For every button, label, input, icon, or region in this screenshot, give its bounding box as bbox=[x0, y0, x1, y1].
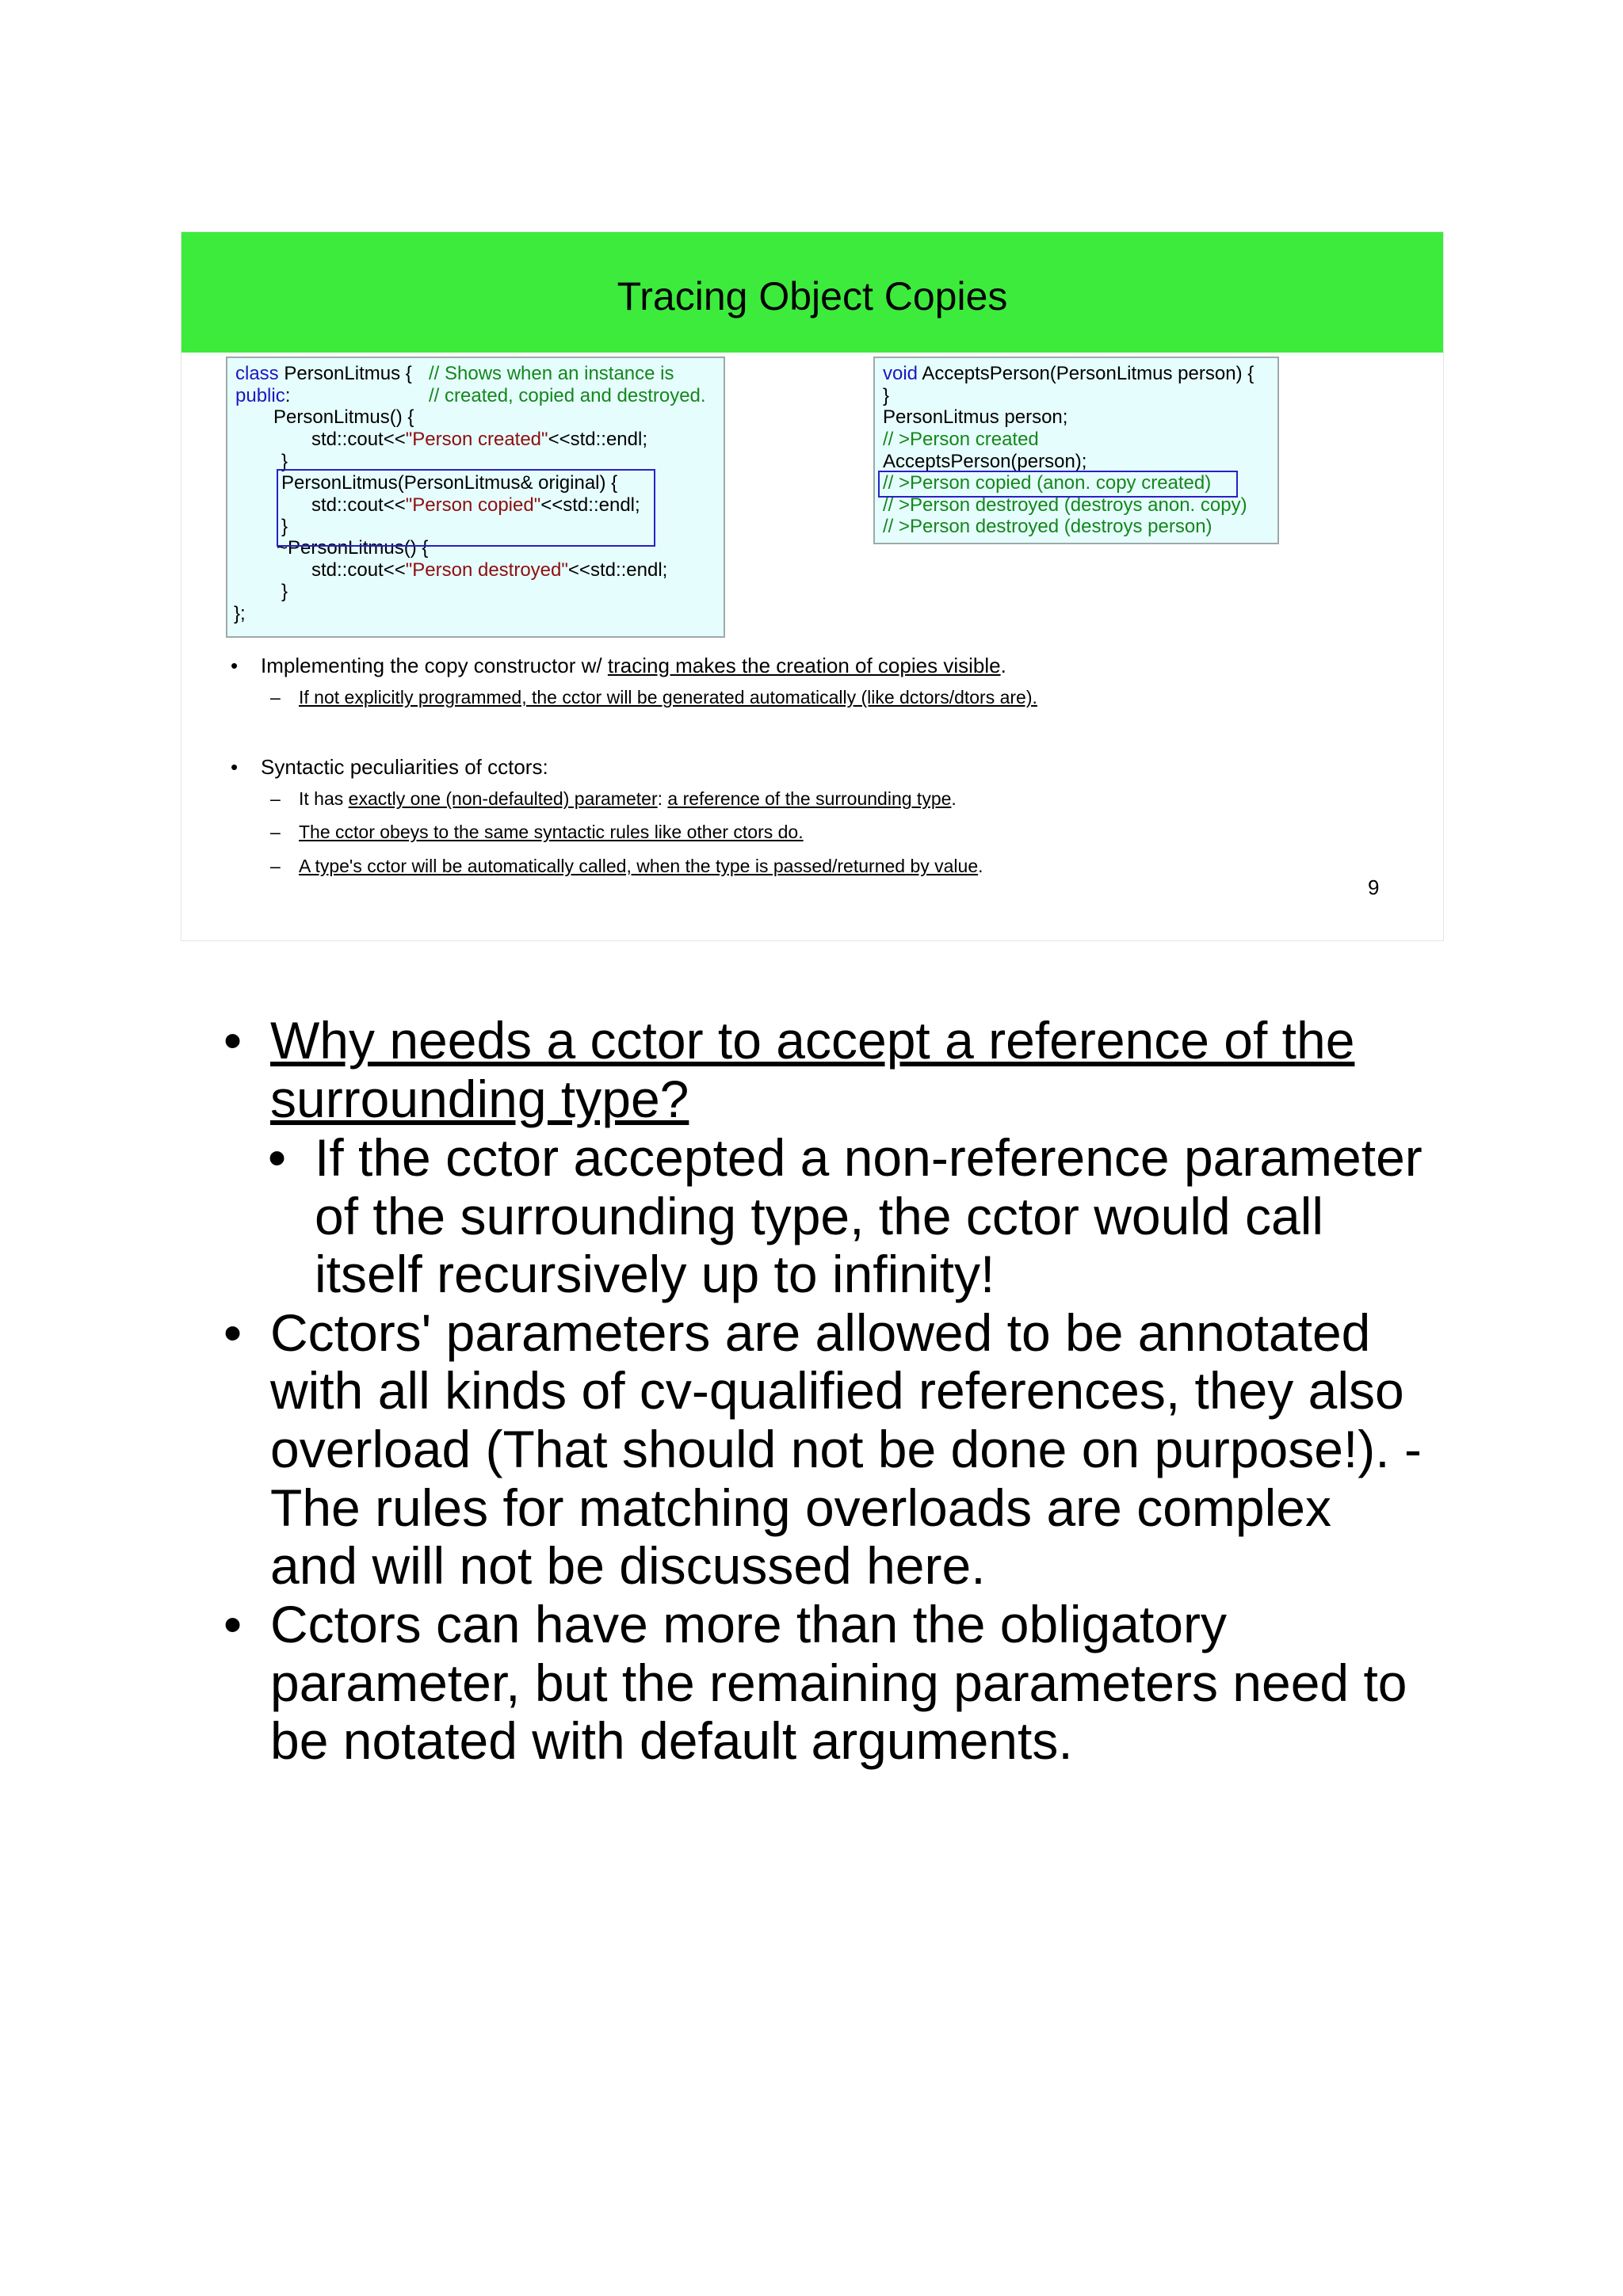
code-line: PersonLitmus person; bbox=[883, 406, 1068, 428]
code-string: "Person copied" bbox=[405, 494, 541, 516]
slide-bullet-marker: • bbox=[231, 755, 239, 779]
slide-title: Tracing Object Copies bbox=[617, 274, 1008, 318]
code-comment: // >Person destroyed (destroys person) bbox=[883, 516, 1212, 537]
notes-answer-line: If the cctor accepted a non-reference parameter bbox=[315, 1128, 1423, 1187]
code-line bbox=[235, 387, 290, 406]
code-string: "Person created" bbox=[405, 429, 548, 450]
slide-bullet-copy-constructor bbox=[261, 655, 1006, 676]
code-line: } bbox=[281, 451, 288, 472]
code-comment: // >Person copied (anon. copy created) bbox=[883, 472, 1212, 494]
slide-dash-marker: – bbox=[270, 788, 281, 809]
code-comment: // created, copied and destroyed. bbox=[429, 385, 706, 406]
code-text: std::cout<< bbox=[311, 494, 406, 516]
slide-subbullet-one-parameter bbox=[299, 790, 957, 808]
code-text: PersonLitmus { bbox=[278, 363, 412, 384]
code-keyword: void bbox=[883, 363, 918, 384]
code-comment: // Shows when an instance is bbox=[429, 363, 674, 384]
slide-dash-marker: – bbox=[270, 687, 281, 707]
code-text: AcceptsPerson(PersonLitmus person) { bbox=[918, 363, 1254, 384]
code-box-class-definition bbox=[226, 357, 725, 638]
code-comment: // >Person destroyed (destroys anon. copy) bbox=[883, 494, 1247, 516]
bullet-underlined-text: exactly one (non-defaulted) parameter bbox=[348, 788, 658, 809]
slide bbox=[181, 231, 1444, 941]
code-line: ~PersonLitmus() { bbox=[277, 537, 429, 559]
notes-paragraph-line: The rules for matching overloads are complex bbox=[270, 1478, 1331, 1537]
code-line bbox=[311, 561, 667, 580]
code-keyword: public bbox=[235, 385, 285, 406]
slide-page-number: 9 bbox=[1368, 875, 1380, 899]
bullet-text: . bbox=[1000, 654, 1006, 677]
bullet-text: . bbox=[951, 788, 957, 809]
bullet-underlined-text: A type's cctor will be automatically called, when the type is passed/returned by value bbox=[299, 856, 979, 876]
copy-constructor-highlight bbox=[277, 469, 655, 547]
slide-subbullet-called-by-value bbox=[299, 857, 983, 875]
notes-paragraph-line: and will not be discussed here. bbox=[270, 1536, 986, 1595]
bullet-text: . bbox=[978, 856, 983, 876]
notes-paragraph-line: with all kinds of cv-qualified references, they also bbox=[270, 1361, 1404, 1420]
code-line bbox=[311, 430, 647, 449]
notes-bullet-marker: • bbox=[223, 1595, 242, 1653]
code-keyword: class bbox=[235, 363, 279, 384]
bullet-underlined-text: tracing makes the creation of copies visible bbox=[607, 654, 1001, 677]
code-line bbox=[235, 364, 412, 383]
notes-paragraph-line: overload (That should not be done on purpose!). - bbox=[270, 1420, 1422, 1478]
code-line: PersonLitmus() { bbox=[273, 406, 414, 428]
slide-header bbox=[181, 232, 1443, 353]
code-line: } bbox=[281, 581, 288, 602]
code-string: "Person destroyed" bbox=[405, 559, 568, 581]
code-text: <<std::endl; bbox=[548, 429, 647, 450]
code-line: AcceptsPerson(person); bbox=[883, 451, 1087, 472]
notes-question-line: Why needs a cctor to accept a reference of the bbox=[270, 1011, 1355, 1070]
code-text: std::cout<< bbox=[311, 429, 406, 450]
code-text: <<std::endl; bbox=[540, 494, 640, 516]
notes-question-line: surrounding type? bbox=[270, 1070, 689, 1128]
slide-dash-marker: – bbox=[270, 856, 281, 876]
notes-bullet-marker: • bbox=[223, 1303, 242, 1362]
notes-answer-line: of the surrounding type, the cctor would call bbox=[315, 1187, 1324, 1245]
slide-bullet-marker: • bbox=[231, 654, 239, 677]
notes-paragraph-line: Cctors' parameters are allowed to be annotated bbox=[270, 1303, 1371, 1362]
code-line: } bbox=[281, 516, 288, 537]
notes-answer-line: itself recursively up to infinity! bbox=[315, 1245, 995, 1303]
bullet-text: Implementing the copy constructor w/ bbox=[261, 654, 608, 677]
slide-dash-marker: – bbox=[270, 822, 281, 842]
notes-paragraph-line: be notated with default arguments. bbox=[270, 1711, 1073, 1770]
slide-subbullet-syntactic-rules: The cctor obeys to the same syntactic rules like other ctors do. bbox=[299, 822, 804, 842]
code-line: } bbox=[883, 385, 890, 406]
bullet-text: : bbox=[657, 788, 668, 809]
copy-created-highlight bbox=[878, 471, 1238, 498]
code-box-usage-example bbox=[873, 357, 1279, 544]
slide-subbullet-auto-generated: If not explicitly programmed, the cctor will be generated automatically (like dctors/dtors are). bbox=[299, 687, 1037, 707]
notes-bullet-marker: • bbox=[223, 1011, 242, 1070]
notes-paragraph-line: Cctors can have more than the obligatory bbox=[270, 1595, 1227, 1653]
code-text: : bbox=[285, 385, 291, 406]
slide-bullet-syntactic-peculiarities: Syntactic peculiarities of cctors: bbox=[261, 755, 548, 779]
notes-paragraph-line: parameter, but the remaining parameters need to bbox=[270, 1653, 1407, 1712]
notes-bullet-marker: • bbox=[268, 1128, 287, 1187]
bullet-text: It has bbox=[299, 788, 349, 809]
code-text: <<std::endl; bbox=[567, 559, 668, 581]
bullet-underlined-text: a reference of the surrounding type bbox=[667, 788, 952, 809]
code-line: PersonLitmus(PersonLitmus& original) { bbox=[281, 472, 618, 494]
code-comment: // >Person created bbox=[883, 429, 1039, 450]
code-line bbox=[883, 364, 1254, 383]
code-text: std::cout<< bbox=[311, 559, 406, 581]
code-line: }; bbox=[234, 603, 246, 624]
